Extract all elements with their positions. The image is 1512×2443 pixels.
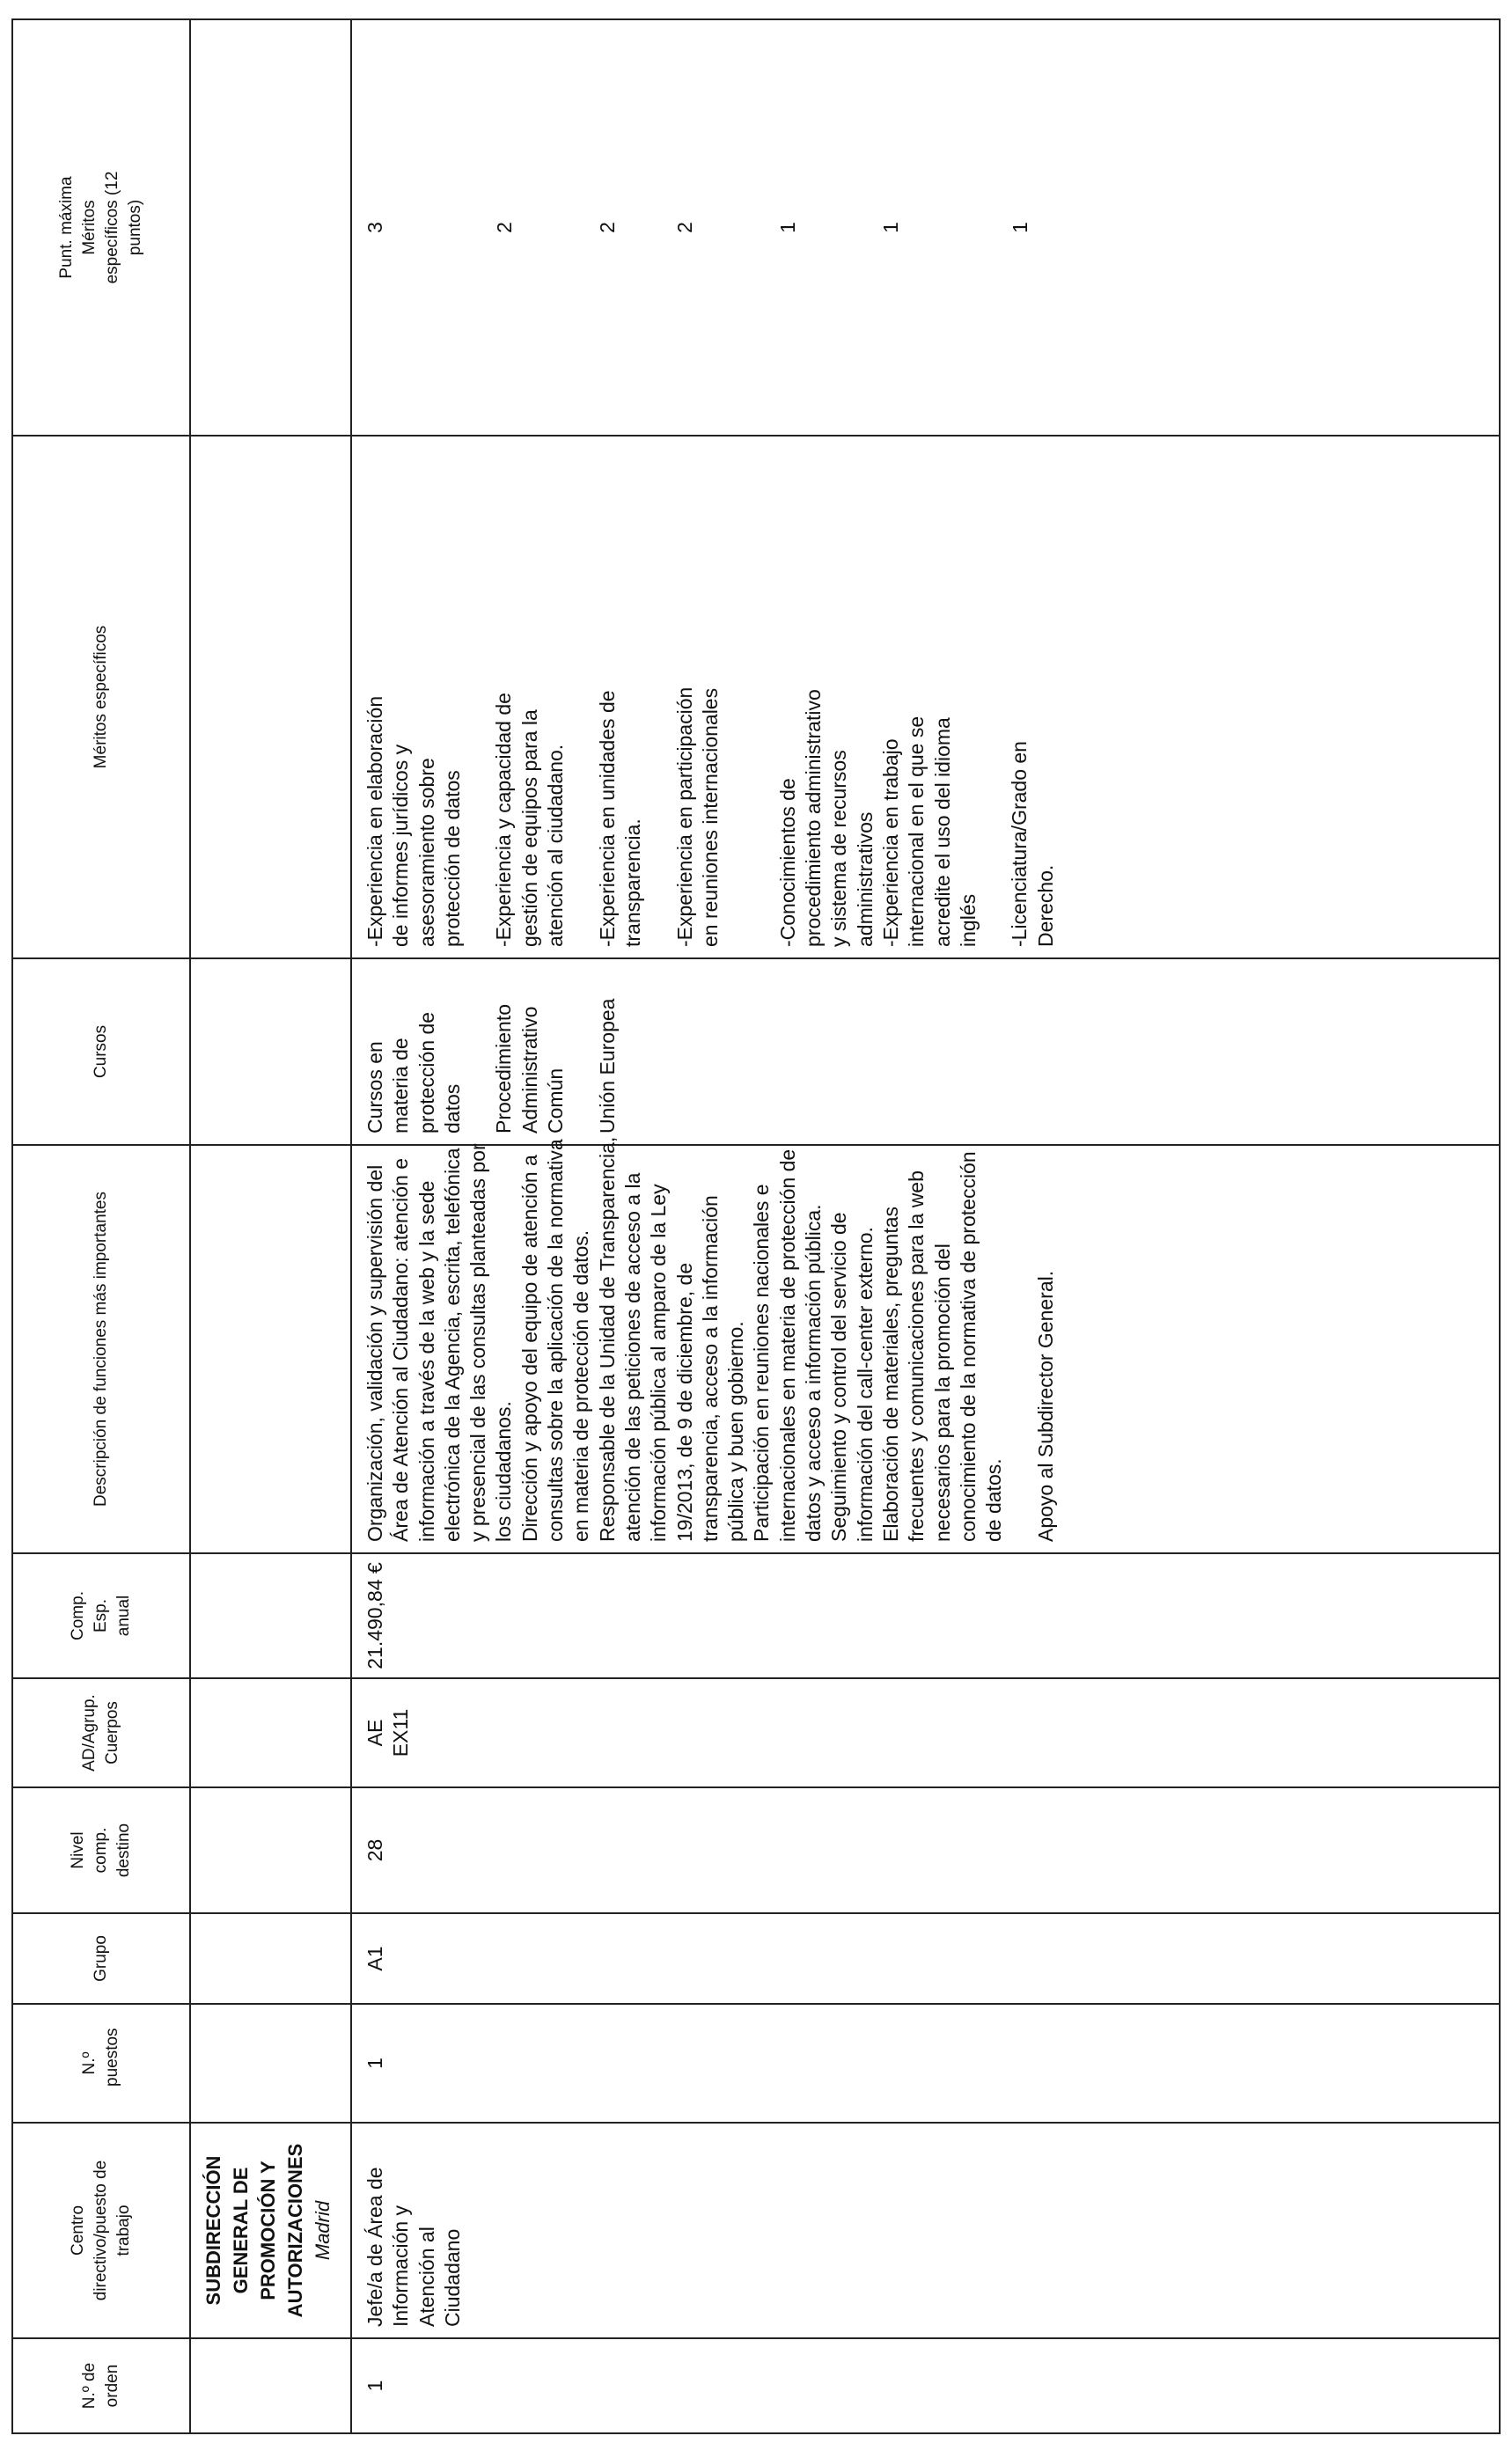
descripcion-line: datos y acceso a información pública.: [802, 1204, 826, 1542]
descripcion-line: y presencial de las consultas planteadas por: [466, 1143, 490, 1542]
descripcion-line: Responsable de la Unidad de Transparencia,: [595, 1136, 619, 1542]
header-descripcion: Descripción de funciones más importantes: [12, 1145, 190, 1553]
puesto-cell: Jefe/a de Área de Información y Atención al Ciudadano: [351, 2123, 1500, 2338]
puntuacion-cell: [351, 19, 1500, 436]
descripcion-line: en materia de protección de datos.: [569, 1229, 593, 1542]
section-location: Madrid: [312, 2200, 334, 2261]
table-header-row: [12, 19, 190, 2433]
descripcion-line: frecuentes y comunicaciones para la web: [905, 1170, 928, 1542]
header-puestos: N.º puestos: [12, 2004, 190, 2123]
job-positions-table: [11, 18, 1501, 2434]
merito-line: -Experiencia en elaboración: [363, 695, 386, 947]
descripcion-line: Organización, validación y supervisión del: [363, 1164, 386, 1542]
merito-line: -Experiencia y capacidad de: [492, 693, 516, 947]
blank-line: [569, 966, 594, 1133]
descripcion-line: Área de Atención al Ciudadano: atención e: [389, 1157, 413, 1542]
header-centro: Centro directivo/puesto de trabajo: [12, 2123, 190, 2338]
merito-line: Derecho.: [1033, 864, 1057, 947]
descripcion-line: transparencia, acceso a la información: [698, 1195, 722, 1542]
blank-line: [749, 444, 774, 947]
blank-line: [1007, 1153, 1032, 1542]
header-comp: Comp. Esp. anual: [12, 1553, 190, 1678]
merito-line: -Experiencia en participación: [672, 686, 696, 947]
merito-line: internacional en el que se: [905, 715, 928, 947]
puestos-cell: 1: [351, 2004, 1500, 2123]
blank-line: [723, 444, 749, 947]
grupo-cell: A1: [351, 1913, 1500, 2004]
header-ad: AD/Agrup. Cuerpos: [12, 1678, 190, 1787]
puntos-value: 1: [1008, 222, 1031, 233]
merito-line: asesoramiento sobre: [415, 758, 438, 947]
cuerpos-value: EX11: [389, 1708, 413, 1757]
curso-line: datos: [440, 1083, 464, 1133]
descripcion-cell: [351, 1136, 1500, 1553]
descripcion-line: 19/2013, de 9 de diciembre, de: [672, 1262, 696, 1542]
descripcion-line: atención de las peticiones de acceso a la: [620, 1172, 644, 1542]
merito-line: -Licenciatura/Grado en: [1008, 741, 1031, 947]
section-heading: [190, 2123, 351, 2338]
ad-value: AE: [363, 1719, 386, 1747]
curso-line: Común: [544, 1067, 568, 1133]
merito-line: transparencia.: [620, 818, 644, 947]
descripcion-line: pública y buen gobierno.: [724, 1321, 748, 1542]
descripcion-line: necesarios para la promoción del: [930, 1244, 954, 1542]
merito-line: de informes jurídicos y: [389, 744, 413, 947]
puntos-value: 1: [775, 222, 799, 233]
descripcion-line: información pública al amparo de la Ley: [647, 1184, 671, 1542]
descripcion-line: Dirección y apoyo del equipo de atención a: [517, 1155, 541, 1542]
descripcion-line: consultas sobre la aplicación de la normativa: [544, 1139, 568, 1542]
merito-line: acredite el uso del idioma: [930, 717, 954, 947]
merito-line: -Experiencia en trabajo: [878, 738, 902, 947]
header-nivel: Nivel comp. destino: [12, 1787, 190, 1913]
blank-line: [466, 444, 491, 947]
merito-line: administrativos: [853, 811, 877, 947]
merito-line: y sistema de recursos: [827, 750, 851, 947]
curso-line: Administrativo: [517, 1006, 541, 1133]
header-grupo: Grupo: [12, 1913, 190, 2004]
header-puntuacion: Punt. máxima Méritos específicos (12 puntos): [12, 19, 190, 436]
meritos-cell: [351, 436, 1500, 958]
descripcion-line: internacionales en materia de protección de: [775, 1148, 799, 1542]
blank-line: [569, 444, 594, 947]
descripcion-line: Participación en reuniones nacionales e: [750, 1184, 774, 1542]
descripcion-line: Apoyo al Subdirector General.: [1033, 1270, 1057, 1542]
blank-line: [646, 444, 672, 947]
curso-line: Cursos en: [363, 1041, 386, 1133]
descripcion-line: de datos.: [982, 1458, 1006, 1542]
merito-line: gestión de equipos para la: [517, 709, 541, 947]
descripcion-line: información del call-center externo.: [853, 1227, 877, 1542]
descripcion-line: información a través de la web y la sede: [415, 1180, 438, 1542]
merito-line: protección de datos: [440, 770, 464, 947]
table-row: [351, 19, 1500, 2433]
puntos-value: 2: [492, 222, 516, 233]
orden-cell: 1: [351, 2338, 1500, 2433]
curso-line: protección de: [415, 1011, 438, 1133]
section-row: [190, 19, 351, 2433]
section-title: SUBDIRECCIÓN GENERAL DE PROMOCIÓN Y AUTORIZACIONES: [202, 2143, 306, 2318]
descripcion-line: Elaboración de materiales, preguntas: [878, 1206, 902, 1542]
ad-cell: [351, 1678, 1500, 1787]
puntos-value: 1: [879, 222, 902, 233]
puntos-value: 2: [672, 222, 696, 233]
descripcion-line: electrónica de la Agencia, escrita, telefónica: [440, 1148, 464, 1542]
merito-line: inglés: [956, 893, 980, 947]
merito-line: -Conocimientos de: [775, 778, 799, 947]
puntos-value: 3: [363, 222, 386, 233]
descripcion-line: Seguimiento y control del servicio de: [827, 1212, 851, 1542]
curso-line: Procedimiento: [492, 1003, 516, 1133]
blank-line: [466, 966, 491, 1133]
blank-line: [981, 444, 1007, 947]
puntos-value: 2: [595, 222, 619, 233]
comp-cell: 21.490,84 €: [351, 1553, 1500, 1678]
nivel-cell: 28: [351, 1787, 1500, 1913]
header-meritos: Méritos específicos: [12, 436, 190, 958]
header-orden: N.º de orden: [12, 2338, 190, 2433]
descripcion-line: conocimiento de la normativa de protección: [956, 1151, 980, 1542]
curso-line: Unión Europea: [595, 998, 619, 1133]
merito-line: -Experiencia en unidades de: [595, 690, 619, 947]
descripcion-line: los ciudadanos.: [492, 1401, 516, 1542]
cursos-cell: [351, 958, 1500, 1145]
merito-line: en reuniones internacionales: [698, 687, 722, 947]
merito-line: atención al ciudadano.: [544, 744, 568, 947]
curso-line: materia de: [389, 1038, 413, 1133]
merito-line: procedimiento administrativo: [802, 689, 826, 947]
header-cursos: Cursos: [12, 958, 190, 1145]
